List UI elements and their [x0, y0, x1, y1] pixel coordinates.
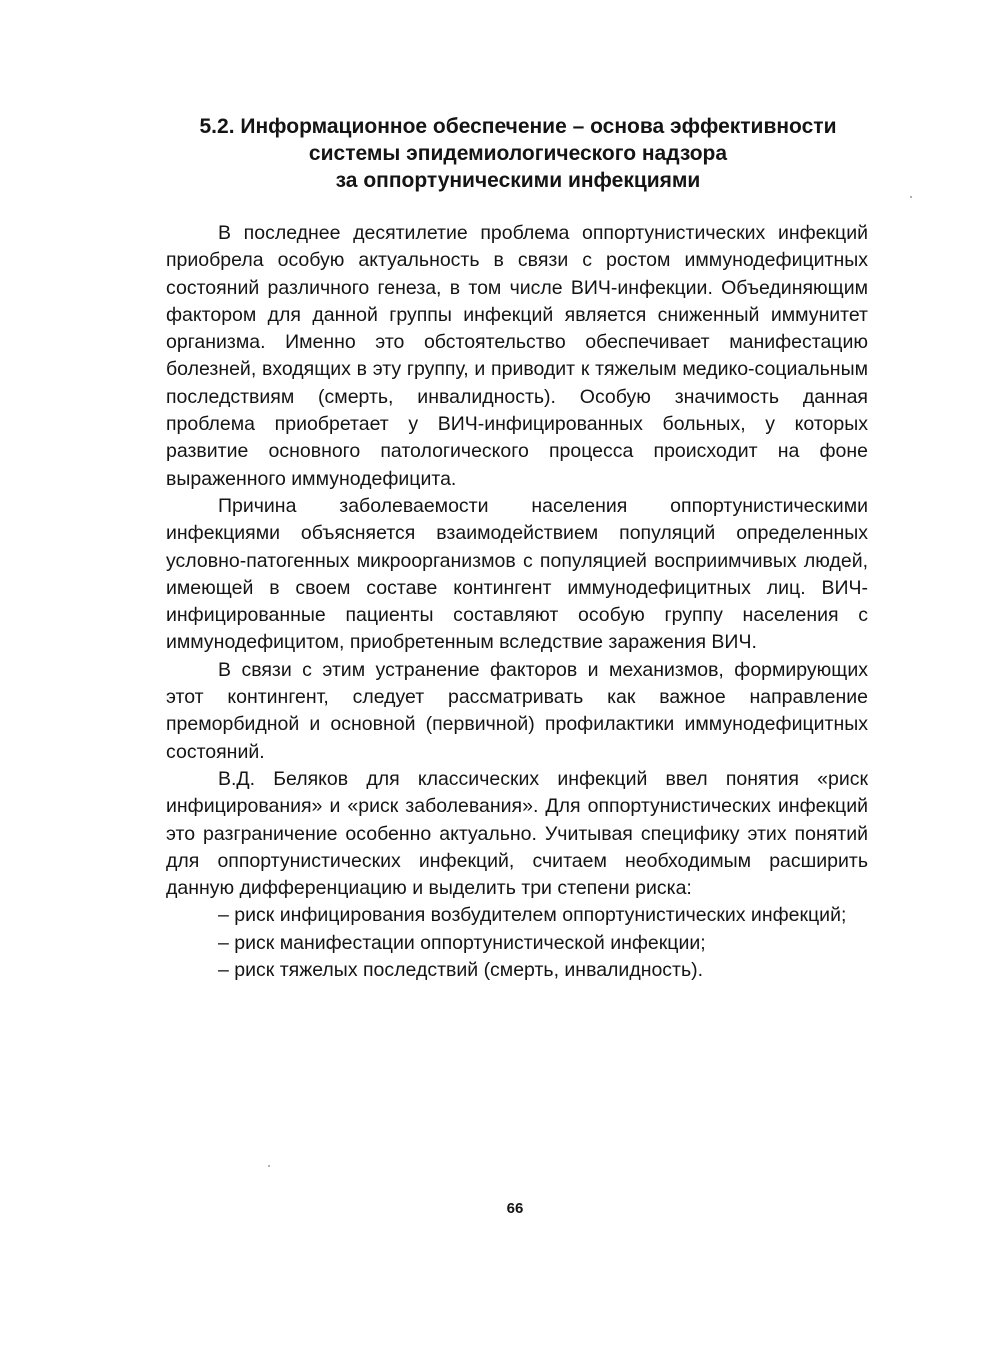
paragraph-3: В связи с этим устранение факторов и механизмов, формирующих этот контингент, следует рассматривать как важное направление преморбидной и основной (первичной) профилактики иммунодефицитных состояний.	[166, 658, 868, 763]
list-item-3: – риск тяжелых последствий (смерть, инвалидность).	[218, 959, 704, 982]
page-number: 66	[506, 1200, 524, 1217]
list-item-1: – риск инфицирования возбудителем оппортунистических инфекций;	[218, 904, 847, 927]
heading-line-3: за оппортуническими инфекциями	[335, 169, 701, 192]
paragraph-2: Причина заболеваемости населения оппортунистическими инфекциями объясняется взаимодействием популяций определенных условно-патогенных микроорганизмов с популяцией восприимчивых людей, имеющей в своем составе контингент иммунодефицитных лиц. ВИЧ-инфицированные пациенты составляют особую группу населения с иммунодефицитом, приобретенным вследствие заражения ВИЧ.	[166, 494, 868, 654]
scan-speck	[268, 1165, 270, 1167]
heading-line-2: системы эпидемиологического надзора	[308, 142, 728, 165]
body-text	[166, 220, 868, 984]
scan-speck	[910, 196, 912, 198]
section-heading	[140, 113, 896, 194]
heading-line-1: 5.2. Информационное обеспечение – основа эффективности	[199, 115, 837, 138]
paragraph-1: В последнее десятилетие проблема оппортунистических инфекций приобрела особую актуальность в связи с ростом иммунодефицитных состояний различного генеза, в том числе ВИЧ-инфекции. Объединяющим фактором для данной группы инфекций является сниженный иммунитет организма. Именно это обстоятельство обеспечивает манифестацию болезней, входящих в эту группу, и приводит к тяжелым медико-социальным последствиям (смерть, инвалидность). Особую значимость данная проблема приобретает у ВИЧ-инфицированных больных, у которых развитие основного патологического процесса происходит на фоне выраженного иммунодефицита.	[166, 222, 868, 490]
paragraph-4: В.Д. Беляков для классических инфекций ввел понятия «риск инфицирования» и «риск заболевания». Для оппортунистических инфекций это разграничение особенно актуально. Учитывая специфику этих понятий для оппортунистических инфекций, считаем необходимым расширить данную дифференциацию и выделить три степени риска:	[166, 767, 868, 900]
list-item-2: – риск манифестации оппортунистической инфекции;	[218, 931, 706, 954]
